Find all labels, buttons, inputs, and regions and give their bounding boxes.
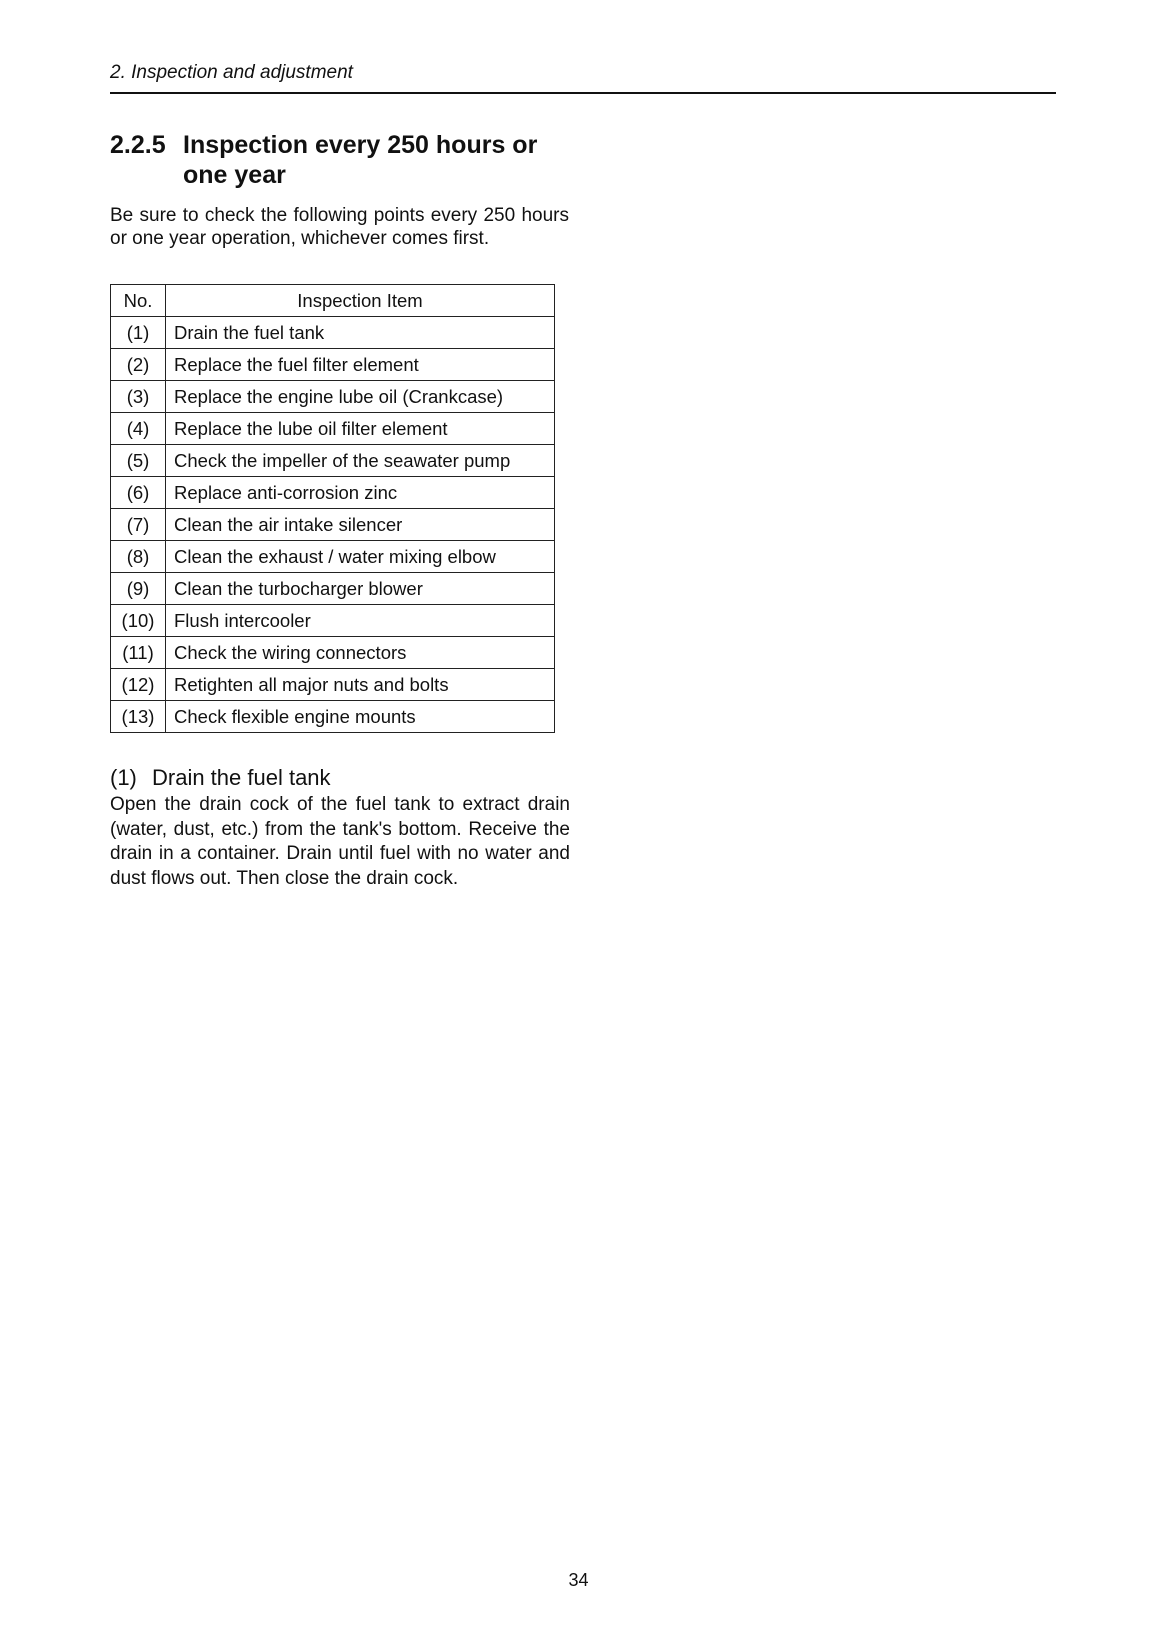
table-row — [111, 349, 555, 381]
row-number: (9) — [111, 573, 166, 605]
running-header — [110, 60, 1056, 94]
inspection-table — [110, 284, 555, 733]
row-item: Retighten all major nuts and bolts — [166, 669, 555, 701]
table-row — [111, 637, 555, 669]
row-number: (3) — [111, 381, 166, 413]
row-number: (5) — [111, 445, 166, 477]
row-number: (10) — [111, 605, 166, 637]
table-row — [111, 413, 555, 445]
column-header-no: No. — [111, 285, 166, 317]
table-header-row — [111, 285, 555, 317]
row-number: (8) — [111, 541, 166, 573]
row-item: Check the impeller of the seawater pump — [166, 445, 555, 477]
row-item: Replace the fuel filter element — [166, 349, 555, 381]
row-item: Check the wiring connectors — [166, 637, 555, 669]
row-item: Clean the air intake silencer — [166, 509, 555, 541]
row-number: (13) — [111, 701, 166, 733]
table-row — [111, 509, 555, 541]
row-item: Clean the turbocharger blower — [166, 573, 555, 605]
subsection-heading — [110, 765, 331, 791]
section-number: 2.2.5 — [110, 131, 166, 159]
row-number: (12) — [111, 669, 166, 701]
table-row — [111, 477, 555, 509]
row-number: (6) — [111, 477, 166, 509]
table-row — [111, 445, 555, 477]
column-header-item: Inspection Item — [166, 285, 555, 317]
row-item: Replace the lube oil filter element — [166, 413, 555, 445]
row-number: (2) — [111, 349, 166, 381]
row-item: Check flexible engine mounts — [166, 701, 555, 733]
section-title: Inspection every 250 hours or one year — [183, 131, 538, 189]
table-row — [111, 573, 555, 605]
row-item: Clean the exhaust / water mixing elbow — [166, 541, 555, 573]
row-number: (11) — [111, 637, 166, 669]
subsection-body: Open the drain cock of the fuel tank to extract drain (water, dust, etc.) from the tank's bottom. Receive the drain in a container. Drain until fuel with no water and dust flows out. Then close the drain cock. — [110, 794, 570, 889]
running-title: 2. Inspection and adjustment — [110, 62, 353, 83]
table-row — [111, 541, 555, 573]
row-number: (1) — [111, 317, 166, 349]
table-row — [111, 701, 555, 733]
intro-paragraph: Be sure to check the following points every 250 hours or one year operation, whichever comes first. — [110, 205, 569, 249]
row-item: Replace the engine lube oil (Crankcase) — [166, 381, 555, 413]
row-number: (7) — [111, 509, 166, 541]
table-row — [111, 381, 555, 413]
row-number: (4) — [111, 413, 166, 445]
table-row — [111, 669, 555, 701]
subsection-number: (1) — [110, 765, 137, 790]
subsection-title: Drain the fuel tank — [152, 765, 331, 790]
row-item: Replace anti-corrosion zinc — [166, 477, 555, 509]
table-row — [111, 317, 555, 349]
row-item: Drain the fuel tank — [166, 317, 555, 349]
row-item: Flush intercooler — [166, 605, 555, 637]
page-number: 34 — [568, 1570, 589, 1590]
table-row — [111, 605, 555, 637]
